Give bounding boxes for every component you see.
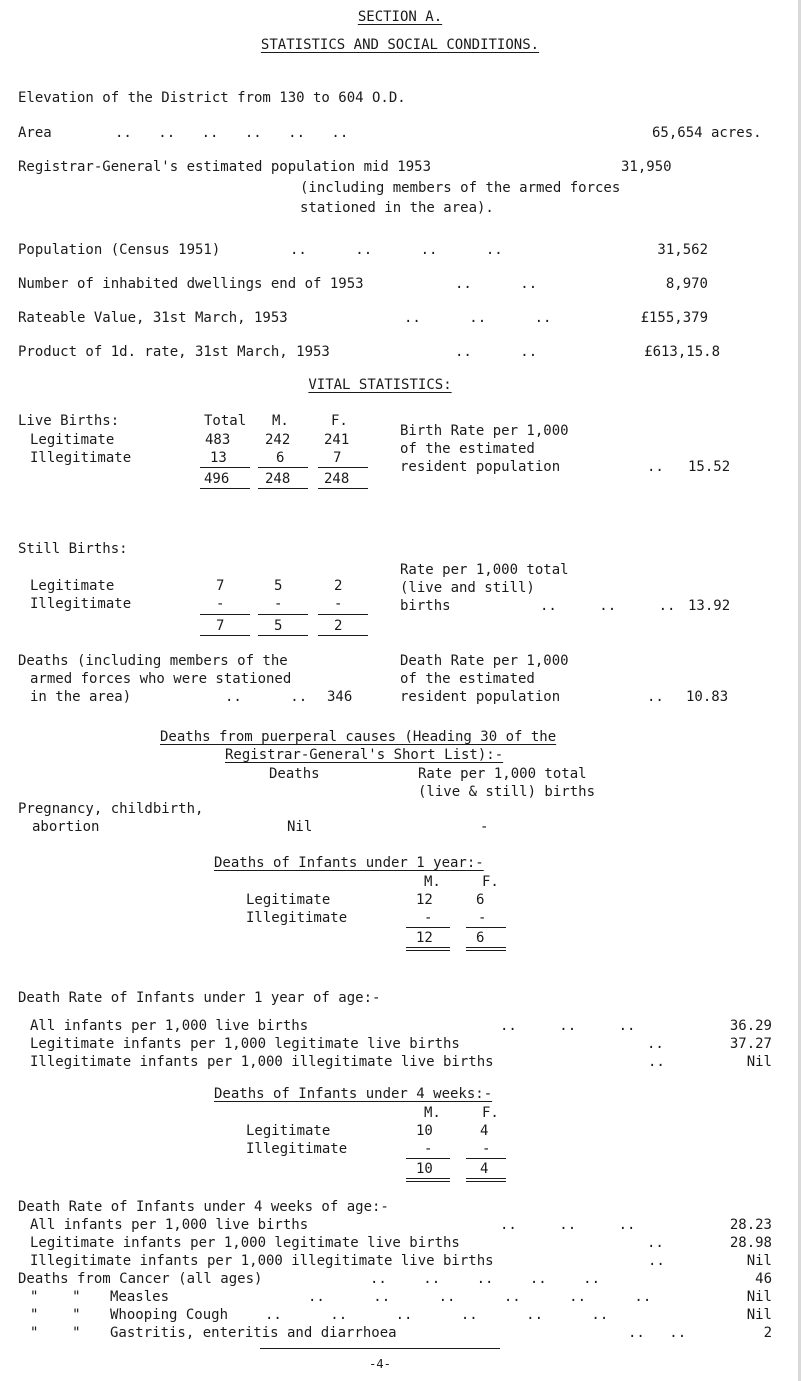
infants-year-rate-legitimate-leaders: ..	[647, 1036, 664, 1052]
infants-year-rate-legitimate-label: Legitimate infants per 1,000 legitimate live births	[30, 1036, 460, 1052]
gastritis-deaths-leaders: .. ..	[628, 1325, 687, 1341]
infants-year-heading: Deaths of Infants under 1 year:-	[214, 855, 484, 871]
cancer-deaths-value: 46	[755, 1271, 772, 1287]
infants-4wk-legitimate-male: 10	[416, 1123, 433, 1139]
measles-deaths-leaders: .. .. .. .. .. ..	[308, 1289, 652, 1305]
birth-rate-value: 15.52	[688, 459, 731, 475]
live-illegitimate-label: Illegitimate	[30, 450, 132, 466]
infants-4wk-rate-illegitimate-leaders: ..	[648, 1253, 665, 1269]
still-legitimate-total: 7	[216, 578, 225, 594]
birth-rate-label-1: Birth Rate per 1,000	[400, 423, 569, 439]
infants-4wk-rate-legitimate-leaders: ..	[647, 1235, 664, 1251]
gastritis-deaths-label: Gastritis, enteritis and diarrhoea	[110, 1325, 397, 1341]
live-births-label: Live Births:	[18, 413, 120, 429]
live-total-rule-total	[200, 488, 250, 489]
live-total-rule-female	[318, 488, 368, 489]
infants-4wk-legitimate-label: Legitimate	[246, 1123, 331, 1139]
infants-year-col-female: F.	[482, 874, 499, 890]
infants-4wk-rate-illegitimate-label: Illegitimate infants per 1,000 illegitimate live births	[30, 1253, 494, 1269]
live-total-all: 496	[204, 471, 230, 487]
puerperal-col-rate-2: (live & still) births	[418, 784, 596, 800]
live-legitimate-female: 241	[324, 432, 350, 448]
still-rate-value: 13.92	[688, 598, 731, 614]
still-total-all: 7	[216, 618, 225, 634]
still-legitimate-male: 5	[274, 578, 283, 594]
infants-year-rate-illegitimate-label: Illegitimate infants per 1,000 illegitimate live births	[30, 1054, 494, 1070]
death-rate-label-1: Death Rate per 1,000	[400, 653, 569, 669]
infants-4wk-rate-all-value: 28.23	[729, 1217, 772, 1233]
still-total-female: 2	[334, 618, 343, 634]
whooping-cough-deaths-label: Whooping Cough	[110, 1307, 229, 1323]
infants-year-subtotal-rule-female	[466, 927, 506, 928]
population-estimate-note-1: (including members of the armed forces	[300, 180, 621, 196]
area-leaders: .. .. .. .. .. ..	[115, 125, 349, 141]
infants-year-legitimate-female: 6	[476, 892, 485, 908]
dwellings-value: 8,970	[665, 276, 708, 292]
penny-rate-label: Product of 1d. rate, 31st March, 1953	[18, 344, 330, 360]
still-births-label: Still Births:	[18, 541, 128, 557]
dwellings-leaders: .. ..	[455, 276, 538, 292]
whooping-cough-deaths-leaders: .. .. .. .. .. ..	[265, 1307, 609, 1323]
puerperal-row-label-2: abortion	[32, 819, 100, 835]
section-heading: SECTION A.	[357, 9, 443, 25]
still-total-rule-female	[318, 635, 368, 636]
still-subtotal-rule-total	[200, 614, 250, 615]
still-legitimate-label: Legitimate	[30, 578, 115, 594]
live-subtotal-rule-male	[258, 467, 308, 468]
population-estimate-note-2: stationed in the area).	[300, 200, 494, 216]
infants-4wk-total-female: 4	[480, 1161, 489, 1177]
vital-statistics-heading: VITAL STATISTICS:	[308, 377, 452, 393]
measles-deaths-label: Measles	[110, 1289, 170, 1305]
infants-4wk-rate-illegitimate-value: Nil	[746, 1253, 772, 1269]
puerperal-col-rate-1: Rate per 1,000 total	[418, 766, 587, 782]
infants-4wk-illegitimate-label: Illegitimate	[246, 1141, 348, 1157]
infants-4wk-illegitimate-female: -	[482, 1141, 491, 1157]
still-illegitimate-label: Illegitimate	[30, 596, 132, 612]
still-illegitimate-male: -	[274, 596, 283, 612]
rateable-value: £155,379	[640, 310, 708, 326]
puerperal-row-label-1: Pregnancy, childbirth,	[18, 801, 204, 817]
infants-year-illegitimate-male: -	[424, 910, 433, 926]
death-rate-value: 10.83	[686, 689, 729, 705]
infants-year-rate-illegitimate-leaders: ..	[648, 1054, 665, 1070]
still-rate-leaders: .. .. ..	[540, 598, 676, 614]
still-illegitimate-female: -	[334, 596, 343, 612]
infants-year-rate-illegitimate-value: Nil	[746, 1054, 772, 1070]
still-total-rule-male	[258, 635, 308, 636]
birth-rate-label-2: of the estimated	[400, 441, 535, 457]
still-rate-label-2: (live and still)	[400, 580, 535, 596]
still-illegitimate-total: -	[216, 596, 225, 612]
footer-rule	[260, 1348, 500, 1349]
census-leaders: .. .. .. ..	[290, 242, 503, 258]
death-rate-label-3: resident population	[400, 689, 561, 705]
live-births-col-male: M.	[272, 413, 289, 429]
infants-4wk-total-rule-female	[466, 1178, 506, 1182]
infants-4wk-col-female: F.	[482, 1105, 499, 1121]
whooping-cough-ditto: " "	[30, 1307, 81, 1323]
live-legitimate-total: 483	[205, 432, 231, 448]
death-rate-leaders: ..	[647, 689, 664, 705]
rateable-value-label: Rateable Value, 31st March, 1953	[18, 310, 288, 326]
infants-4wk-heading: Deaths of Infants under 4 weeks:-	[214, 1086, 493, 1102]
live-illegitimate-female: 7	[333, 450, 342, 466]
infants-year-rate-all-value: 36.29	[729, 1018, 772, 1034]
infants-year-rate-all-label: All infants per 1,000 live births	[30, 1018, 309, 1034]
live-births-col-female: F.	[331, 413, 348, 429]
deaths-label-3: in the area)	[30, 689, 132, 705]
infants-4wk-subtotal-rule-male	[406, 1158, 450, 1159]
infants-4wk-rate-legitimate-label: Legitimate infants per 1,000 legitimate live births	[30, 1235, 460, 1251]
infants-4wk-col-male: M.	[424, 1105, 441, 1121]
live-total-female: 248	[324, 471, 350, 487]
elevation-line: Elevation of the District from 130 to 604 O.D.	[18, 90, 406, 106]
puerperal-heading-2: Registrar-General's Short List):-	[225, 747, 504, 763]
still-total-rule-total	[200, 635, 250, 636]
infants-year-rate-legitimate-value: 37.27	[729, 1036, 772, 1052]
deaths-value: 346	[327, 689, 353, 705]
infants-year-rate-heading: Death Rate of Infants under 1 year of age:-	[18, 990, 381, 1006]
still-legitimate-female: 2	[334, 578, 343, 594]
puerperal-rate-value: -	[480, 819, 489, 835]
cancer-deaths-label: Deaths from Cancer (all ages)	[18, 1271, 263, 1287]
area-value: 65,654 acres.	[652, 125, 762, 141]
infants-4wk-subtotal-rule-female	[466, 1158, 506, 1159]
infants-year-total-rule-male	[406, 947, 450, 951]
infants-4wk-rate-all-label: All infants per 1,000 live births	[30, 1217, 309, 1233]
penny-rate-leaders: .. ..	[455, 344, 538, 360]
gastritis-deaths-value: 2	[763, 1325, 772, 1341]
infants-year-total-female: 6	[476, 930, 485, 946]
measles-ditto: " "	[30, 1289, 81, 1305]
population-estimate-label: Registrar-General's estimated population mid 1953	[18, 159, 432, 175]
infants-year-illegitimate-female: -	[478, 910, 487, 926]
infants-4wk-illegitimate-male: -	[424, 1141, 433, 1157]
puerperal-deaths-value: Nil	[287, 819, 313, 835]
infants-4wk-rate-all-leaders: .. .. ..	[500, 1217, 636, 1233]
infants-year-col-male: M.	[424, 874, 441, 890]
live-illegitimate-male: 6	[276, 450, 285, 466]
live-subtotal-rule-total	[200, 467, 250, 468]
infants-4wk-total-male: 10	[416, 1161, 433, 1177]
puerperal-col-deaths: Deaths	[269, 766, 320, 782]
infants-year-total-rule-female	[466, 947, 506, 951]
infants-year-subtotal-rule-male	[406, 927, 450, 928]
gastritis-ditto: " "	[30, 1325, 81, 1341]
population-estimate-value: 31,950	[621, 159, 672, 175]
birth-rate-label-3: resident population	[400, 459, 561, 475]
deaths-leaders: .. ..	[225, 689, 308, 705]
measles-deaths-value: Nil	[746, 1289, 772, 1305]
live-legitimate-label: Legitimate	[30, 432, 115, 448]
still-subtotal-rule-male	[258, 614, 308, 615]
census-label: Population (Census 1951)	[18, 242, 221, 258]
live-total-male: 248	[265, 471, 291, 487]
deaths-label-2: armed forces who were stationed	[30, 671, 292, 687]
still-rate-label-3: births	[400, 598, 451, 614]
infants-year-illegitimate-label: Illegitimate	[246, 910, 348, 926]
puerperal-heading-1: Deaths from puerperal causes (Heading 30 of the	[160, 729, 557, 745]
infants-year-rate-all-leaders: .. .. ..	[500, 1018, 636, 1034]
rateable-value-leaders: .. .. ..	[404, 310, 552, 326]
live-subtotal-rule-female	[318, 467, 368, 468]
infants-4wk-rate-heading: Death Rate of Infants under 4 weeks of age:-	[18, 1199, 389, 1215]
penny-rate-value: £613,15.8	[644, 344, 720, 360]
live-total-rule-male	[258, 488, 308, 489]
still-total-male: 5	[274, 618, 283, 634]
page-title: STATISTICS AND SOCIAL CONDITIONS.	[260, 37, 540, 53]
infants-year-legitimate-label: Legitimate	[246, 892, 331, 908]
census-value: 31,562	[657, 242, 708, 258]
infants-year-total-male: 12	[416, 930, 433, 946]
still-subtotal-rule-female	[318, 614, 368, 615]
still-rate-label-1: Rate per 1,000 total	[400, 562, 569, 578]
live-births-col-total: Total	[204, 413, 247, 429]
death-rate-label-2: of the estimated	[400, 671, 535, 687]
live-illegitimate-total: 13	[210, 450, 227, 466]
page-number: -4-	[369, 1357, 391, 1371]
cancer-deaths-leaders: .. .. .. .. ..	[370, 1271, 601, 1287]
live-legitimate-male: 242	[265, 432, 291, 448]
birth-rate-leaders: ..	[647, 459, 664, 475]
dwellings-label: Number of inhabited dwellings end of 1953	[18, 276, 364, 292]
area-label: Area	[18, 125, 52, 141]
infants-4wk-rate-legitimate-value: 28.98	[729, 1235, 772, 1251]
whooping-cough-deaths-value: Nil	[746, 1307, 772, 1323]
deaths-label-1: Deaths (including members of the	[18, 653, 288, 669]
infants-4wk-legitimate-female: 4	[480, 1123, 489, 1139]
infants-year-legitimate-male: 12	[416, 892, 433, 908]
infants-4wk-total-rule-male	[406, 1178, 450, 1182]
